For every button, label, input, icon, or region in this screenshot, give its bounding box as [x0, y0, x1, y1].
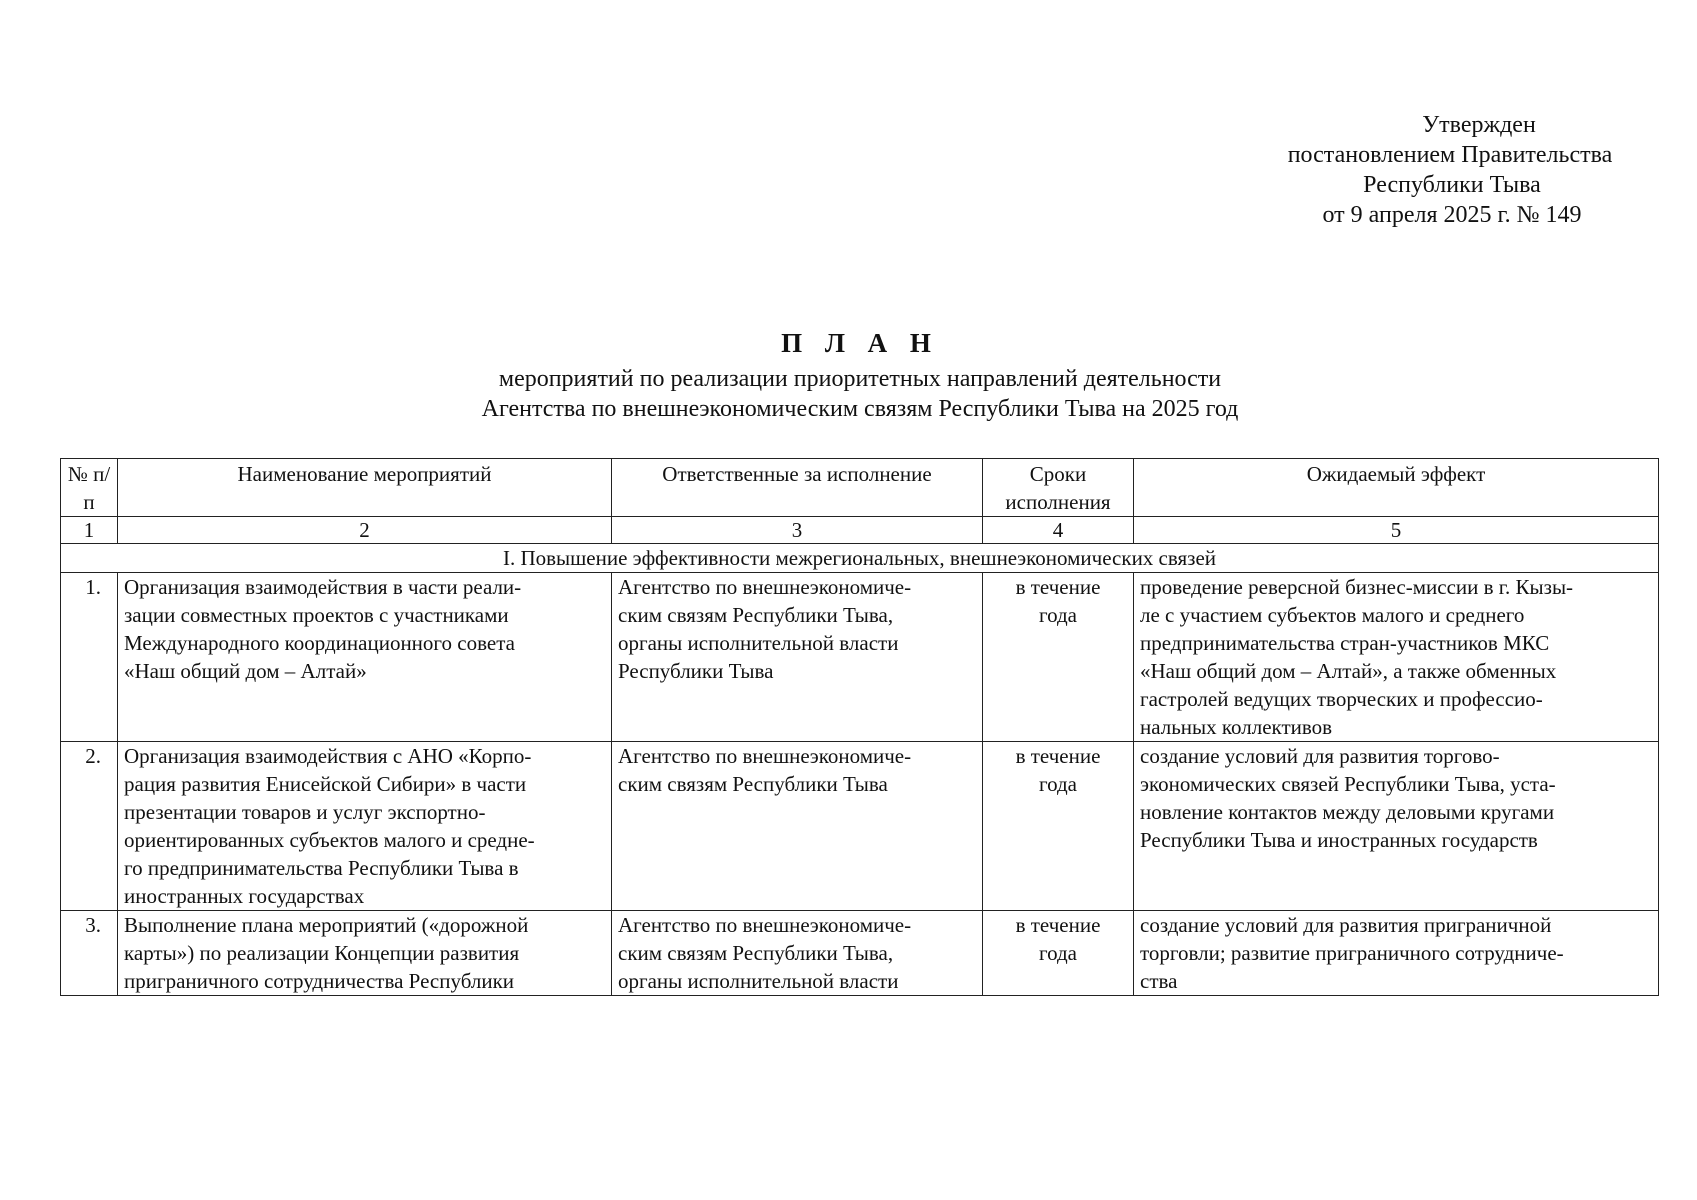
header-responsible: Ответственные за исполнение	[612, 459, 983, 517]
header-number: № п/п	[61, 459, 118, 517]
section-title: I. Повышение эффективности межрегиональных, внешнеэкономических связей	[61, 544, 1659, 573]
header-effect: Ожидаемый эффект	[1134, 459, 1659, 517]
plan-subtitle-line-1: мероприятий по реализации приоритетных направлений деятельности	[498, 366, 1222, 392]
column-index: 3	[612, 517, 983, 544]
approval-line-date: от 9 апреля 2025 г. № 149	[1322, 202, 1582, 228]
column-index: 5	[1134, 517, 1659, 544]
section-row	[61, 544, 1659, 573]
row-number: 1.	[61, 573, 118, 742]
row-responsible: Агентство по внешнеэкономиче- ским связям Республики Тыва, органы исполнительной власти Республики Тыва	[612, 573, 983, 742]
column-index: 2	[118, 517, 612, 544]
row-number: 3.	[61, 911, 118, 996]
table-header-row	[61, 459, 1659, 517]
approval-line-republic: Республики Тыва	[1363, 172, 1541, 198]
table-row	[61, 911, 1659, 996]
plan-heading	[60, 326, 1660, 424]
row-expected-effect: создание условий для развития торгово- экономических связей Республики Тыва, уста- новление контактов между деловыми кругами Республики Тыва и иностранных государств	[1134, 742, 1659, 911]
table-row	[61, 573, 1659, 742]
header-deadline: Сроки исполнения	[983, 459, 1134, 517]
row-deadline: в течение года	[983, 742, 1134, 911]
plan-subtitle-line-2: Агентства по внешнеэкономическим связям Республики Тыва на 2025 год	[481, 396, 1239, 422]
header-name: Наименование мероприятий	[118, 459, 612, 517]
column-index: 4	[983, 517, 1134, 544]
plan-title: П Л А Н	[781, 328, 939, 358]
row-activity-name: Выполнение плана мероприятий («дорожной карты») по реализации Концепции развития приграничного сотрудничества Республики	[118, 911, 612, 996]
row-number: 2.	[61, 742, 118, 911]
column-index: 1	[61, 517, 118, 544]
row-responsible: Агентство по внешнеэкономиче- ским связям Республики Тыва, органы исполнительной власти	[612, 911, 983, 996]
plan-table	[60, 458, 1659, 996]
table-row	[61, 742, 1659, 911]
column-index-row	[61, 517, 1659, 544]
row-activity-name: Организация взаимодействия в части реали- зации совместных проектов с участниками Международного координационного совета «Наш общий дом – Алтай»	[118, 573, 612, 742]
approval-stamp	[1240, 110, 1660, 230]
row-deadline: в течение года	[983, 911, 1134, 996]
approval-line-resolution: постановлением Правительства	[1287, 142, 1613, 168]
row-deadline: в течение года	[983, 573, 1134, 742]
approval-line-approved: Утвержден	[1422, 112, 1536, 138]
row-expected-effect: проведение реверсной бизнес-миссии в г. Кызы- ле с участием субъектов малого и среднего предпринимательства стран-участников МКС «Наш общий дом – Алтай», а также обменных гастролей ведущих творческих и профессио- нальных коллективов	[1134, 573, 1659, 742]
row-activity-name: Организация взаимодействия с АНО «Корпо- рация развития Енисейской Сибири» в части презентации товаров и услуг экспортно- ориентированных субъектов малого и средне- го предпринимательства Республики Тыва в иностранных государствах	[118, 742, 612, 911]
row-responsible: Агентство по внешнеэкономиче- ским связям Республики Тыва	[612, 742, 983, 911]
row-expected-effect: создание условий для развития приграничной торговли; развитие приграничного сотрудниче- ства	[1134, 911, 1659, 996]
